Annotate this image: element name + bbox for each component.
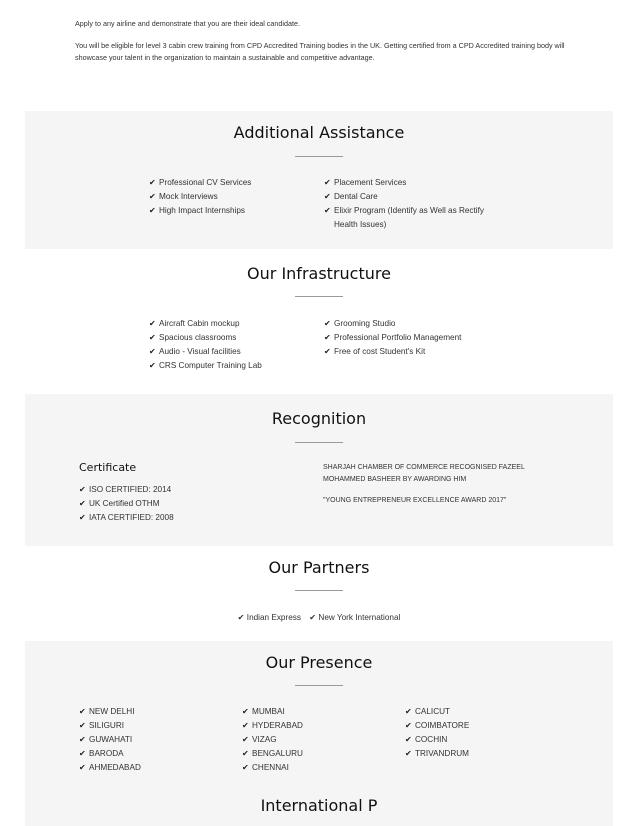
check-icon: ✔ xyxy=(242,735,249,744)
check-icon: ✔ xyxy=(79,721,86,730)
list-item: ✔ Elixir Program (Identify as Well as Rectify Health Issues) xyxy=(324,204,494,232)
list-item: ✔ Professional Portfolio Management xyxy=(324,331,504,345)
list-item: ✔ SILIGURI xyxy=(79,719,219,733)
check-icon: ✔ xyxy=(324,347,331,356)
title-divider xyxy=(295,590,343,591)
presence-list-col2 xyxy=(242,705,382,775)
infrastructure-section xyxy=(25,249,613,394)
list-item: ✔ VIZAG xyxy=(242,733,382,747)
check-icon: ✔ xyxy=(79,485,86,494)
section-title: Our Infrastructure xyxy=(247,264,391,283)
title-divider xyxy=(295,156,343,157)
certificate-heading: Certificate xyxy=(79,461,137,474)
check-icon: ✔ xyxy=(324,178,331,187)
list-item: ✔ NEW DELHI xyxy=(79,705,219,719)
check-icon: ✔ xyxy=(324,206,331,215)
recognition-section xyxy=(25,394,613,546)
list-item: ✔ CRS Computer Training Lab xyxy=(149,359,319,373)
check-icon: ✔ xyxy=(324,319,331,328)
infrastructure-list-right xyxy=(324,317,504,359)
list-item: ✔ New York International xyxy=(309,613,401,622)
check-icon: ✔ xyxy=(309,613,317,622)
section-title: Recognition xyxy=(271,409,367,428)
list-item: ✔ UK Certified OTHM xyxy=(79,497,279,511)
additional-assistance-section xyxy=(25,111,613,249)
check-icon: ✔ xyxy=(149,206,156,215)
presence-list-col1 xyxy=(79,705,219,775)
list-item: ✔ Aircraft Cabin mockup xyxy=(149,317,319,331)
section-title: Additional Assistance xyxy=(233,123,405,142)
list-item: ✔ Grooming Studio xyxy=(324,317,504,331)
presence-section xyxy=(25,641,613,826)
check-icon: ✔ xyxy=(242,749,249,758)
assistance-list-right xyxy=(324,176,494,232)
partners-list xyxy=(25,612,613,622)
list-item: ✔ Mock Interviews xyxy=(149,190,309,204)
certificate-list xyxy=(79,483,279,525)
list-item: ✔ AHMEDABAD xyxy=(79,761,219,775)
intro-paragraph-1: Apply to any airline and demonstrate that you are their ideal candidate. xyxy=(75,19,300,28)
list-item: ✔ Free of cost Student's Kit xyxy=(324,345,504,359)
check-icon: ✔ xyxy=(405,721,412,730)
title-divider xyxy=(295,685,343,686)
award-description: SHARJAH CHAMBER OF COMMERCE RECOGNISED FAZEEL MOHAMMED BASHEER BY AWARDING HIM xyxy=(323,464,525,483)
intro-text xyxy=(75,18,565,74)
list-item: ✔ Professional CV Services xyxy=(149,176,309,190)
check-icon: ✔ xyxy=(149,178,156,187)
check-icon: ✔ xyxy=(149,192,156,201)
section-title: Our Partners xyxy=(268,558,370,577)
check-icon: ✔ xyxy=(324,192,331,201)
list-item: ✔ Placement Services xyxy=(324,176,494,190)
check-icon: ✔ xyxy=(79,763,86,772)
title-divider xyxy=(295,442,343,443)
list-item: ✔ BARODA xyxy=(79,747,219,761)
list-item: ✔ Indian Express xyxy=(237,613,301,622)
assistance-list-left xyxy=(149,176,309,218)
next-section-title: International P xyxy=(260,796,378,815)
award-text xyxy=(323,462,568,516)
list-item: ✔ Audio - Visual facilities xyxy=(149,345,319,359)
check-icon: ✔ xyxy=(242,721,249,730)
check-icon: ✔ xyxy=(149,361,156,370)
list-item: ✔ COIMBATORE xyxy=(405,719,545,733)
list-item: ✔ ISO CERTIFIED: 2014 xyxy=(79,483,279,497)
partners-section xyxy=(25,546,613,641)
section-title: Our Presence xyxy=(265,653,373,672)
check-icon: ✔ xyxy=(79,499,86,508)
check-icon: ✔ xyxy=(79,513,86,522)
intro-paragraph-2: You will be eligible for level 3 cabin crew training from CPD Accredited Training bodies in the UK. Getting certified from a CPD Accredited training body will showcase your talent in the organization to maintain a sustainable and competitive advantage. xyxy=(75,40,565,62)
check-icon: ✔ xyxy=(79,735,86,744)
check-icon: ✔ xyxy=(79,749,86,758)
check-icon: ✔ xyxy=(405,749,412,758)
check-icon: ✔ xyxy=(149,347,156,356)
check-icon: ✔ xyxy=(324,333,331,342)
list-item: ✔ High Impact Internships xyxy=(149,204,309,218)
list-item: ✔ TRIVANDRUM xyxy=(405,747,545,761)
list-item: ✔ MUMBAI xyxy=(242,705,382,719)
list-item: ✔ HYDERABAD xyxy=(242,719,382,733)
check-icon: ✔ xyxy=(405,707,412,716)
check-icon: ✔ xyxy=(242,707,249,716)
check-icon: ✔ xyxy=(242,763,249,772)
list-item: ✔ CHENNAI xyxy=(242,761,382,775)
award-name: "YOUNG ENTREPRENEUR EXCELLENCE AWARD 2017" xyxy=(323,497,507,504)
list-item: ✔ BENGALURU xyxy=(242,747,382,761)
check-icon: ✔ xyxy=(149,319,156,328)
check-icon: ✔ xyxy=(79,707,86,716)
check-icon: ✔ xyxy=(405,735,412,744)
list-item: ✔ COCHIN xyxy=(405,733,545,747)
title-divider xyxy=(295,296,343,297)
list-item: ✔ CALICUT xyxy=(405,705,545,719)
list-item: ✔ IATA CERTIFIED: 2008 xyxy=(79,511,279,525)
presence-list-col3 xyxy=(405,705,545,761)
list-item: ✔ Spacious classrooms xyxy=(149,331,319,345)
list-item: ✔ Dental Care xyxy=(324,190,494,204)
check-icon: ✔ xyxy=(149,333,156,342)
list-item: ✔ GUWAHATI xyxy=(79,733,219,747)
infrastructure-list-left xyxy=(149,317,319,373)
check-icon: ✔ xyxy=(237,613,245,622)
